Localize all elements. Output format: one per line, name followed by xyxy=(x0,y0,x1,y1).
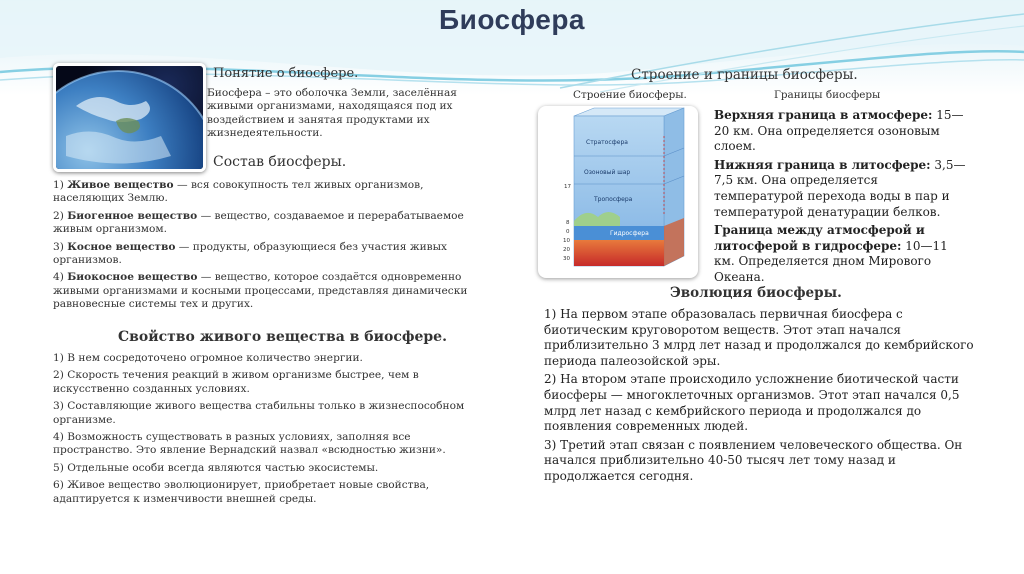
concept-heading: Понятие о биосфере. xyxy=(213,66,359,81)
evolution-heading: Эволюция биосферы. xyxy=(670,285,842,301)
list-item: Верхняя граница в атмосфере: 15—20 км. Она определяется озоновым слоем. xyxy=(714,108,964,154)
tick-label: 30 xyxy=(563,256,570,262)
concept-text: Биосфера – это оболочка Земли, заселённая живыми организмами, находящаяся под их воздействием и занятая продуктами их жизнедеятельности. xyxy=(207,87,457,139)
structure-subheading: Строение биосферы. xyxy=(573,89,687,101)
list-item: 2) Биогенное вещество — вещество, создаваемое и перерабатываемое живым организмом. xyxy=(53,209,464,236)
tick-label: 20 xyxy=(563,247,570,253)
list-item: 1) Живое вещество — вся совокупность тел живых организмов, населяющих Землю. xyxy=(53,179,424,205)
evolution-list xyxy=(544,307,974,488)
stratosphere-label: Стратосфера xyxy=(586,139,628,146)
biosphere-structure-diagram xyxy=(538,106,698,278)
composition-heading: Состав биосферы. xyxy=(213,154,347,170)
tick-label: 10 xyxy=(563,238,570,244)
properties-heading: Свойство живого вещества в биосфере. xyxy=(118,329,447,345)
list-item: 3) Составляющие живого вещества стабильны только в жизнеспособном организме. xyxy=(53,400,465,426)
page-title: Биосфера xyxy=(438,4,586,35)
tick-label: 8 xyxy=(566,220,570,226)
ozone-label: Озоновый шар xyxy=(584,169,631,176)
list-item: 6) Живое вещество эволюционирует, приобретает новые свойства, адаптируется к изменчивости внешней среды. xyxy=(53,479,430,505)
composition-list xyxy=(53,179,493,315)
borders-subheading: Границы биосферы xyxy=(774,89,881,101)
list-item: 4) Возможность существовать в разных условиях, заполняя все пространство. Это явление Вернадский назвал «всюдностью жизни». xyxy=(53,431,446,457)
earth-image xyxy=(53,63,206,172)
list-item: 2) На втором этапе происходило усложнение биотической части биосферы — многоклеточных организмов. Этот этап начался 0,5 млрд лет назад с кембрийского периода и продолжался до появления современных людей. xyxy=(544,372,960,434)
list-item: 3) Косное вещество — продукты, образующиеся без участия живых организмов. xyxy=(53,240,448,266)
troposphere-label: Тропосфера xyxy=(594,196,633,203)
tick-label: 0 xyxy=(566,229,570,235)
hydrosphere-label: Гидросфера xyxy=(610,230,649,237)
list-item: 1) В нем сосредоточено огромное количество энергии. xyxy=(53,352,363,364)
list-item: 5) Отдельные особи всегда являются частью экосистемы. xyxy=(53,461,379,474)
structure-heading: Строение и границы биосферы. xyxy=(631,67,858,83)
borders-list xyxy=(714,108,970,289)
list-item: 1) На первом этапе образовалась первичная биосфера с биотическим круговоротом веществ. Этот этап начался приблизительно 3 млрд лет назад и продолжался до кембрийского периода палеозойской эры. xyxy=(544,307,974,368)
list-item: 4) Биокосное вещество — вещество, которое создаётся одновременно живыми организмами и косными процессами, представляя динамически равновесные системы тех и других. xyxy=(53,271,468,310)
list-item: Нижняя граница в литосфере: 3,5—7,5 км. Она определяется температурой перехода воды в пар и температурой денатурации белков. xyxy=(714,157,966,219)
list-item: 2) Скорость течения реакций в живом организме быстрее, чем в искусственно созданных условиях. xyxy=(53,369,419,395)
list-item: 3) Третий этап связан с появлением человеческого общества. Он начался приблизительно 40-50 тысяч лет тому назад и продолжается сегодня. xyxy=(544,437,963,483)
properties-list xyxy=(53,352,493,510)
list-item: Граница между атмосферой и литосферой в гидросфере: 10—11 км. Определяется дном Мирового Океана. xyxy=(714,223,948,284)
tick-label: 17 xyxy=(564,184,571,190)
